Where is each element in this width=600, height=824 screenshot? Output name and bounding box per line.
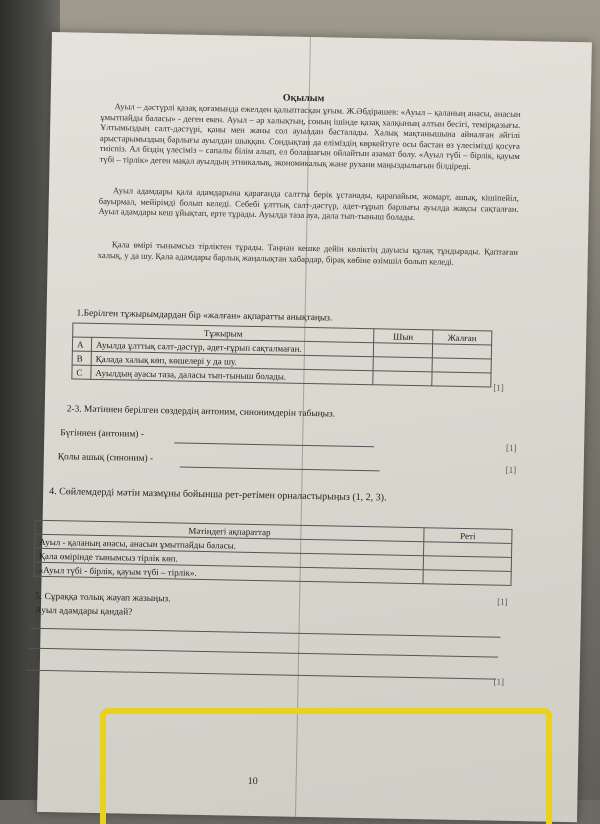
answer-line-2[interactable] (28, 648, 498, 658)
question-4-prompt: 4. Сөйлемдерді мәтін мазмұны бойынша рет-ретімен орналастырыңыз (1, 2, 3). (49, 486, 387, 504)
synonym-mark: [1] (505, 464, 517, 475)
row-letter: B (72, 351, 91, 365)
paragraph-2: Ауыл адамдары қала адамдарына қарағанда салтты берік ұстанады, қарапайым, жомарт, ашық, кішіпейіл, бауырмал, мейірімді болып келеді. Себебі ұлттық салт-дәстүр, әдет-ғұрып барлығы ауылда жақсы сақталған. Ауыл адамдары кеш ұйықтап, ерте тұрады. Ауылда таза ауа, дала тып-тыныш болады. (98, 185, 519, 223)
false-cell[interactable] (432, 344, 491, 359)
question-1-prompt: 1.Берілген тұжырымдардан бір «жалған» ақпаратты анықтаңыз. (76, 308, 333, 324)
true-cell[interactable] (373, 357, 432, 372)
antonym-answer-line[interactable] (174, 442, 374, 447)
question-2-prompt: 2-3. Мәтіннен берілген сөздердің антоним, синонимдерін табыңыз. (66, 404, 336, 420)
false-cell[interactable] (432, 358, 491, 373)
question-5-prompt: 5. Сұраққа толық жауап жазыңыз. (35, 591, 171, 605)
row-statement: Ауылдың ауасы таза, даласы тып-тыныш болады. (91, 365, 373, 384)
row-letter: A (72, 337, 91, 351)
page-number: 10 (247, 775, 258, 788)
table1-header-true: Шын (374, 329, 433, 344)
table1-header-false: Жалған (433, 330, 492, 345)
answer-line-1[interactable] (31, 628, 501, 638)
true-cell[interactable] (373, 343, 432, 358)
synonym-label: Қолы ашық (синоним) - (57, 452, 154, 465)
antonym-label: Бүгіннен (антоним) - (60, 428, 144, 440)
question-5-mark: [1] (493, 676, 505, 687)
yellow-page-holder (100, 708, 552, 824)
row-letter: C (72, 365, 91, 379)
row-statement: Ауылда ұлттық салт-дәстүр, әдет-ғұрып сақталмаған. (91, 337, 373, 356)
reading-title: Оқылым (282, 92, 325, 105)
paragraph-3: Қала өмірі тынымсыз тірліктен тұрады. Таңнан кешке дейін көліктің дауысы құлақ тұндырады. Қаптаған халық, у да шу. Қала адамдары барлық жаңалықтан хабардар, бірақ көбіне өзімшіл болып келеді. (97, 239, 518, 267)
true-cell[interactable] (373, 371, 432, 386)
row-statement: Қалада халық көп, көшелері у да шу. (91, 351, 373, 370)
question-4-mark: [1] (497, 596, 508, 607)
paragraph-1: Ауыл – дәстүрлі қазақ қоғамында ежелден қалыптасқан ұғым. Ж.Әбдірашев: «Ауыл – қаланың анасы, анасын ұмытпайды баласы» - деген екен. Ауыл – әр халықтың, соның ішінде қазақ халқының алтын бесігі, темірқазығы. Ұлтымыздың салт-дәстүрі, қаны мен жаны сол ауылдан басталады. Халық мақтанышына айналған әйгілі арыстарымыздың барлығы ауылдан шыққан. Сондықтан да еліміздің көркейтуге осы бастан өз үлесімізді қосуға тиіспіз. Ал біздің үлесіміз – сапалы білім алып, ел болашағын ойлайтын азамат болу. «Ауыл түбі – бірлік, қауым түбі – тірлік» деген мақал ауылдың этникалық, экономикалық және рухани маңыздылығын білдіреді. (99, 101, 521, 172)
synonym-answer-line[interactable] (180, 467, 380, 472)
info-cell: Ауыл - қаланың анасы, анасын ұмытпайды баласы. (35, 534, 424, 555)
info-cell: Қала өмірінде тынымсыз тірлік көп. (34, 548, 423, 569)
question-5-text: Ауыл адамдары қандай? (34, 605, 133, 618)
antonym-mark: [1] (506, 442, 517, 453)
answer-line-3[interactable] (26, 670, 496, 680)
question-1-table (71, 322, 492, 387)
question-4-table (34, 520, 513, 586)
info-cell: «Ауыл түбі - бірлік, қауым түбі – тірлік». (34, 562, 423, 583)
worksheet-page (34, 32, 592, 822)
order-cell[interactable] (423, 570, 511, 586)
false-cell[interactable] (432, 372, 491, 387)
question-1-mark: [1] (493, 382, 504, 393)
table2-header-info: Мәтіндегі ақпараттар (35, 520, 424, 541)
table1-header-statement: Тұжырым (73, 323, 374, 343)
table2-header-order: Реті (424, 528, 512, 544)
